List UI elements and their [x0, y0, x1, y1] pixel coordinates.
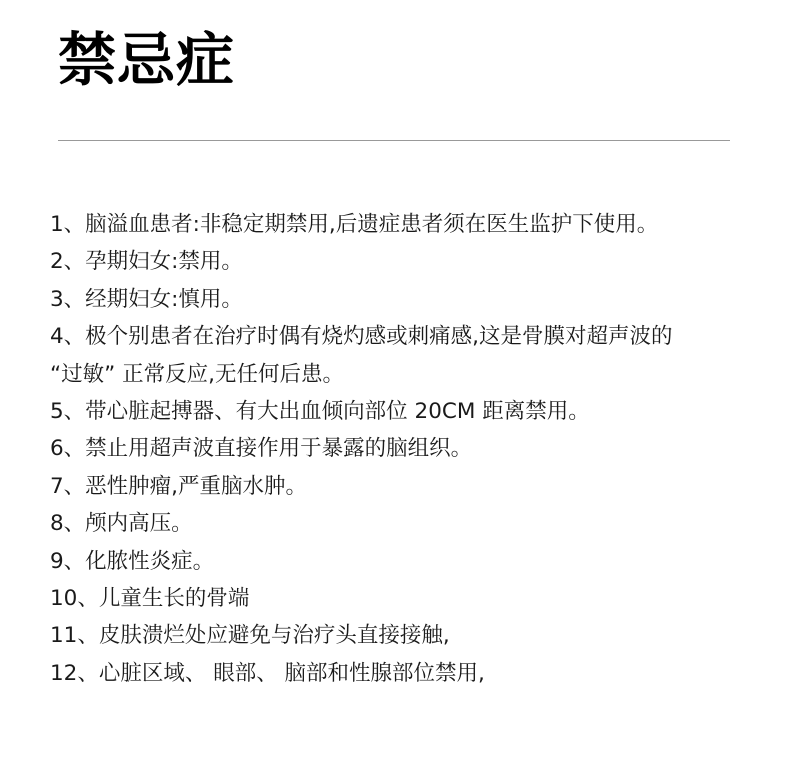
list-item: 6、禁止用超声波直接作用于暴露的脑组织。	[50, 436, 473, 462]
list-item: 1、脑溢血患者:非稳定期禁用,后遗症患者须在医生监护下使用。	[50, 212, 659, 237]
list-item: 4、极个别患者在治疗时偶有烧灼感或刺痛感,这是骨膜对超声波的	[50, 324, 673, 350]
list-item: 2、孕期妇女:禁用。	[50, 249, 243, 275]
list-item: “过敏” 正常反应,无任何后患。	[50, 361, 344, 387]
list-item: 7、恶性肿瘤,严重脑水肿。	[50, 473, 308, 499]
title-divider	[58, 140, 730, 141]
list-item: 11、皮肤溃烂处应避免与治疗头直接接触,	[50, 623, 450, 649]
list-item: 9、化脓性炎症。	[50, 548, 215, 574]
list-item: 5、带心脏起搏器、有大出血倾向部位 20CM 距离禁用。	[50, 399, 590, 425]
list-item: 12、心脏区域、 眼部、 脑部和性腺部位禁用,	[50, 660, 485, 686]
list-item: 3、经期妇女:慎用。	[50, 286, 243, 312]
list-item: 8、颅内高压。	[50, 511, 193, 537]
page-title: 禁忌症	[58, 26, 236, 94]
contraindication-list	[50, 206, 750, 692]
list-item: 10、儿童生长的骨端	[50, 586, 250, 612]
